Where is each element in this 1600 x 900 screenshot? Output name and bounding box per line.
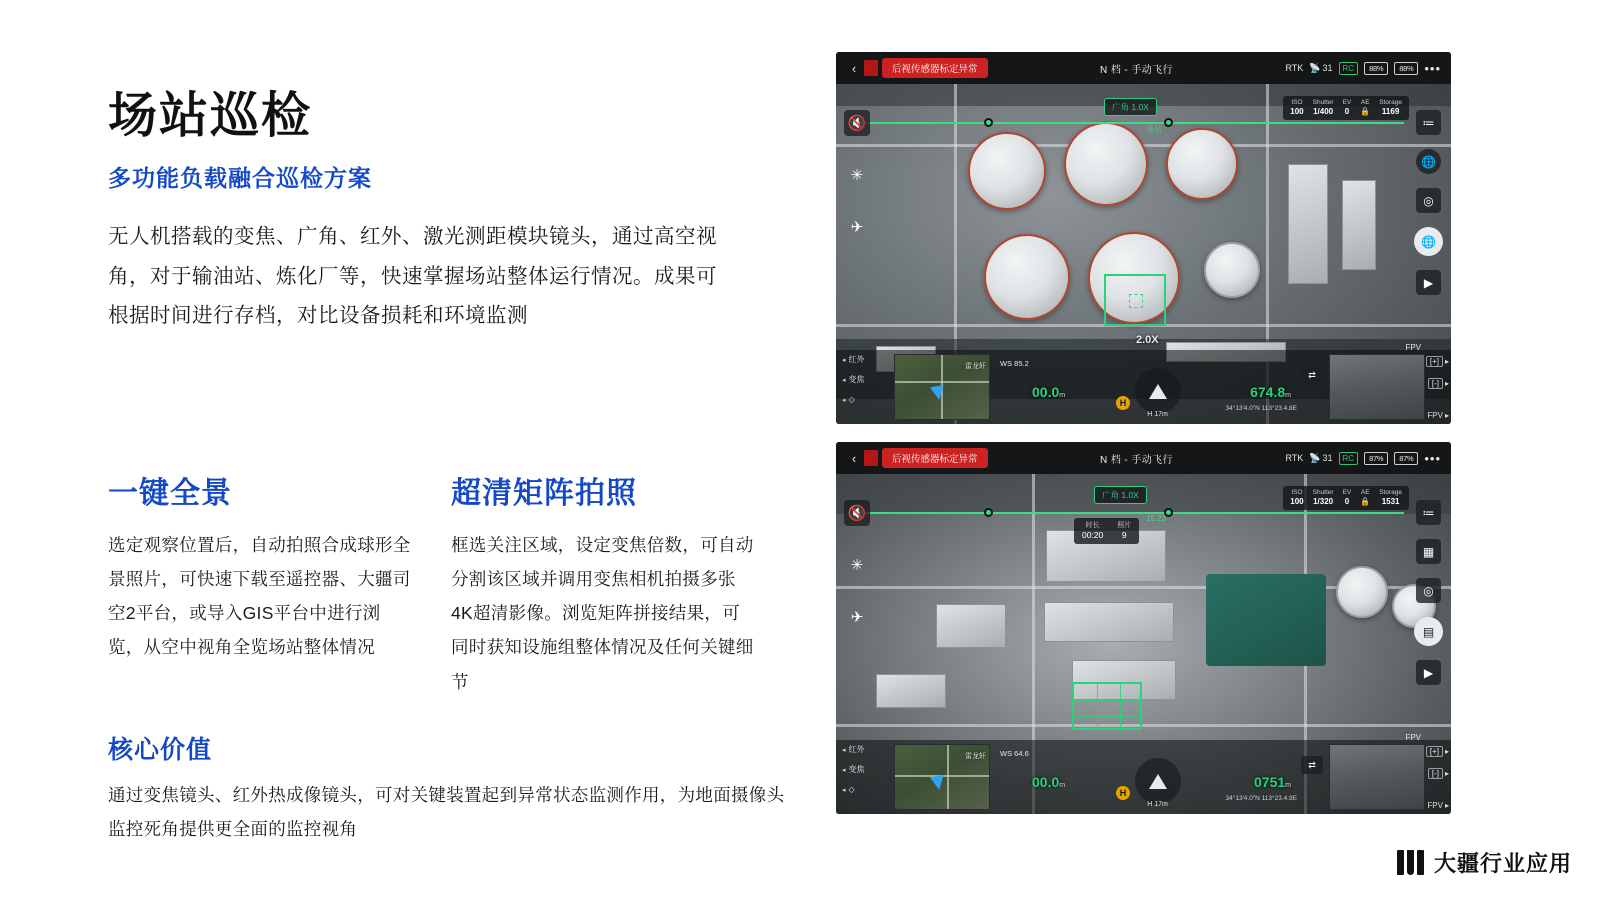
swap-view-icon[interactable]: ⇄ — [1301, 756, 1323, 774]
iso-item — [1290, 489, 1303, 507]
dji-logo-text: 大疆行业应用 — [1433, 851, 1572, 876]
fpv-toggle[interactable] — [1427, 411, 1449, 420]
no-audio-icon[interactable]: 🔇 — [844, 110, 870, 136]
home-point-icon: H — [1116, 786, 1130, 800]
satellite-status — [1309, 453, 1332, 464]
track-label: 场站 — [1146, 125, 1162, 134]
height-label: H 17m — [1147, 411, 1168, 418]
feature-panorama — [108, 468, 413, 699]
features-row — [108, 468, 768, 699]
altitude-unit: m — [1059, 392, 1066, 399]
ev-label: EV — [1342, 489, 1352, 496]
lens-zoom-row[interactable] — [842, 376, 894, 384]
lens-zoom-row[interactable] — [842, 766, 894, 774]
shutter-value: 1/400 — [1313, 107, 1334, 117]
coordinates-text: 34°13′4.0″N 113°23.4.8E — [1225, 405, 1297, 412]
lens-zoom-label: 变焦 — [848, 765, 865, 774]
intro-paragraph: 无人机搭载的变焦、广角、红外、激光测距模块镜头，通过高空视角，对于输油站、炼化厂等，快速掌握场站整体运行情况。成果可根据时间进行存档，对比设备损耗和环境监测 — [108, 225, 717, 328]
flight-mode-label: N 档 - 手动飞行 — [1100, 454, 1173, 466]
aircraft-heading-icon — [930, 775, 946, 791]
home-point-icon: H — [1116, 396, 1130, 410]
fpv-toggle-label: FPV — [1427, 411, 1443, 420]
drone-app-screen-bottom — [836, 442, 1451, 814]
satellite-count: 31 — [1322, 453, 1333, 463]
alert-banner[interactable]: 后视传感器标定异常 — [882, 58, 988, 78]
fpv-thumbnail[interactable] — [1329, 744, 1425, 810]
core-value-title: 核心价值 — [108, 736, 213, 764]
gimbal-icon[interactable]: ◎ — [1416, 188, 1441, 213]
lens-ir-label: 红外 — [848, 355, 865, 364]
rtk-label: RTK — [1285, 453, 1304, 463]
lens-wide-row[interactable] — [842, 396, 894, 404]
no-audio-icon[interactable]: 🔇 — [844, 500, 870, 526]
zoom-out-button: [-] — [1428, 768, 1443, 779]
lens-selector — [842, 356, 894, 416]
lens-ir-row[interactable] — [842, 356, 894, 364]
storage-value: 1531 — [1381, 497, 1400, 507]
settings-sliders-icon[interactable]: ≔ — [1416, 500, 1441, 525]
battery-1-badge: 88% — [1364, 62, 1388, 75]
core-value-body: 通过变焦镜头、红外热成像镜头，可对关键装置起到异常状态监测作用，为地面摄像头监控死角提供更全面的监控视角 — [108, 785, 785, 840]
shutter-item — [1313, 99, 1334, 117]
map-place-label: 雷龙轩 — [965, 753, 986, 760]
lens-ir-label: 红外 — [848, 745, 865, 754]
rc-badge: RC — [1339, 62, 1359, 75]
duration-value: 00:20 — [1082, 530, 1104, 541]
iso-label: ISO — [1291, 99, 1303, 106]
distance-value: 0751m — [1254, 774, 1291, 790]
caret-right-icon: ▸ — [1444, 801, 1449, 810]
lens-zoom-label: 变焦 — [848, 375, 865, 384]
ev-value: 0 — [1344, 497, 1350, 507]
ev-value: 0 — [1344, 107, 1350, 117]
aircraft-icon[interactable]: ✈ — [850, 219, 864, 236]
zoom-in-control[interactable] — [1426, 356, 1449, 367]
dji-logo — [1397, 847, 1572, 878]
back-icon[interactable]: ‹ — [851, 450, 857, 466]
caret-left-icon: ◂ — [842, 356, 846, 364]
fpv-label: FPV — [1405, 343, 1421, 352]
storage-label: Storage — [1379, 99, 1402, 106]
iso-value: 100 — [1290, 107, 1304, 117]
ae-label: AE — [1360, 489, 1370, 496]
attitude-indicator — [1135, 758, 1181, 804]
matrix-capture-status — [1074, 518, 1139, 544]
map-thumbnail[interactable] — [894, 744, 990, 810]
ae-label: AE — [1360, 99, 1370, 106]
top-status-bar — [836, 52, 1451, 84]
battery-2-badge: 88% — [1394, 62, 1418, 75]
wind-speed: WS 64.6 — [1000, 749, 1029, 758]
fpv-toggle[interactable] — [1427, 801, 1449, 810]
left-toolbar — [844, 110, 870, 240]
more-dots-icon[interactable]: ••• — [1424, 450, 1441, 466]
altitude-unit: m — [1059, 782, 1066, 789]
map-thumbnail[interactable] — [894, 354, 990, 420]
duration-item — [1082, 521, 1103, 541]
lens-selector — [842, 746, 894, 806]
iso-label: ISO — [1291, 489, 1303, 496]
right-toolbar — [1414, 500, 1443, 685]
status-icons-group — [1285, 61, 1441, 76]
storage-item — [1379, 99, 1402, 117]
more-dots-icon[interactable]: ••• — [1424, 60, 1441, 76]
zoom-in-button: [+] — [1426, 746, 1443, 757]
flight-mode-label: N 档 - 手动飞行 — [1100, 64, 1173, 76]
zoom-in-button: [+] — [1426, 356, 1443, 367]
photos-item — [1117, 521, 1131, 541]
shutter-label: Shutter — [1312, 489, 1334, 496]
core-value-section — [108, 730, 788, 846]
caret-left-icon: ◂ — [842, 396, 846, 404]
aircraft-heading-icon — [930, 385, 946, 401]
storage-label: Storage — [1379, 489, 1402, 496]
storage-item — [1379, 489, 1402, 507]
zoom-level-text: 2.0X — [1136, 334, 1159, 346]
wind-speed: WS 85.2 — [1000, 359, 1029, 368]
record-indicator-icon — [864, 60, 878, 76]
coordinates-text: 34°13′4.0″N 113°23.4.9E — [1225, 795, 1297, 802]
attitude-indicator — [1135, 368, 1181, 414]
swap-view-icon[interactable]: ⇄ — [1301, 366, 1323, 384]
matrix-grid-icon[interactable]: ▦ — [1416, 539, 1441, 564]
battery-1-badge: 87% — [1364, 452, 1388, 465]
map-globe-icon[interactable]: ▤ — [1414, 617, 1443, 646]
caret-right-icon: ▸ — [1444, 357, 1449, 366]
lens-ir-row[interactable] — [842, 746, 894, 754]
status-icons-group — [1285, 451, 1441, 466]
caret-left-icon: ◂ — [842, 786, 846, 794]
feature-title: 超清矩阵拍照 — [451, 477, 637, 510]
feature-title: 一键全景 — [108, 477, 232, 510]
ae-lock-icon: 🔒 — [1360, 497, 1371, 507]
ae-item — [1360, 489, 1370, 507]
fpv-thumbnail[interactable] — [1329, 354, 1425, 420]
flight-track-line — [864, 122, 1404, 124]
lens-zoom-chip[interactable]: 广角 1.0X — [1094, 486, 1147, 504]
top-status-bar — [836, 442, 1451, 474]
dji-mark-icon — [1397, 850, 1424, 875]
ev-label: EV — [1342, 99, 1352, 106]
lens-wide-icon: ◇ — [848, 785, 855, 794]
flight-track-line — [864, 512, 1404, 514]
exposure-panel[interactable] — [1283, 486, 1409, 510]
left-toolbar — [844, 500, 870, 630]
lens-wide-row[interactable] — [842, 786, 894, 794]
ae-item — [1360, 99, 1370, 117]
record-indicator-icon — [864, 450, 878, 466]
shutter-item — [1313, 489, 1334, 507]
playback-icon[interactable]: ▶ — [1416, 270, 1441, 295]
shutter-label: Shutter — [1312, 99, 1334, 106]
caret-left-icon: ◂ — [842, 376, 846, 384]
map-place-label: 雷龙轩 — [965, 363, 986, 370]
battery-2-badge: 87% — [1394, 452, 1418, 465]
zoom-out-control[interactable] — [1428, 768, 1449, 779]
back-icon[interactable]: ‹ — [851, 60, 857, 76]
drone-app-screen-top — [836, 52, 1451, 424]
drone-screenshots — [836, 52, 1451, 832]
focus-box[interactable] — [1104, 274, 1166, 326]
bottom-hud — [836, 733, 1451, 814]
matrix-capture-box[interactable] — [1072, 682, 1142, 730]
exposure-star-icon[interactable]: ✳ — [850, 167, 864, 184]
satellite-icon: 📡 — [1309, 452, 1321, 463]
caret-right-icon: ▸ — [1444, 769, 1449, 778]
fpv-toggle-label: FPV — [1427, 801, 1443, 810]
altitude-value: 00.0m — [1032, 774, 1066, 790]
feature-matrix-photo — [451, 468, 756, 699]
aircraft-icon[interactable]: ✈ — [850, 609, 864, 626]
duration-label: 时长 — [1085, 522, 1100, 529]
ev-item — [1343, 489, 1352, 507]
page-subtitle: 多功能负载融合巡检方案 — [108, 165, 372, 192]
distance-value: 674.8m — [1250, 384, 1291, 400]
zoom-in-control[interactable] — [1426, 746, 1449, 757]
lens-wide-icon: ◇ — [848, 395, 855, 404]
right-toolbar — [1414, 110, 1443, 295]
satellite-count: 31 — [1322, 63, 1333, 73]
globe-icon[interactable]: 🌐 — [1416, 149, 1441, 174]
satellite-icon: 📡 — [1309, 62, 1321, 73]
photos-label: 照片 — [1117, 522, 1132, 529]
caret-right-icon: ▸ — [1444, 747, 1449, 756]
storage-value: 1169 — [1381, 107, 1400, 117]
satellite-status — [1309, 63, 1332, 74]
zoom-out-button: [-] — [1428, 378, 1443, 389]
distance-unit: m — [1285, 782, 1291, 789]
altitude-value: 00.0m — [1032, 384, 1066, 400]
settings-sliders-icon[interactable]: ≔ — [1416, 110, 1441, 135]
playback-icon[interactable]: ▶ — [1416, 660, 1441, 685]
left-text-column — [108, 88, 768, 335]
rtk-label: RTK — [1285, 63, 1304, 73]
feature-body: 框选关注区域，设定变焦倍数，可自动分割该区域并调用变焦相机拍摄多张4K超清影像。浏览矩阵拼接结果，可同时获知设施组整体情况及任何关键细节 — [451, 535, 754, 692]
map-globe-icon[interactable]: 🌐 — [1414, 227, 1443, 256]
exposure-panel[interactable] — [1283, 96, 1409, 120]
telemetry-group — [996, 744, 1319, 808]
shutter-value: 1/320 — [1313, 497, 1334, 507]
distance-unit: m — [1285, 392, 1291, 399]
bottom-hud — [836, 343, 1451, 424]
rc-badge: RC — [1339, 452, 1359, 465]
track-label: 15.23 — [1146, 514, 1167, 523]
caret-left-icon: ◂ — [842, 746, 846, 754]
caret-left-icon: ◂ — [842, 766, 846, 774]
iso-item — [1290, 99, 1303, 117]
gimbal-icon[interactable]: ◎ — [1416, 578, 1441, 603]
page-title: 场站巡检 — [108, 89, 313, 143]
height-label: H 17m — [1147, 801, 1168, 808]
feature-body: 选定观察位置后，自动拍照合成球形全景照片，可快速下载至遥控器、大疆司空2平台，或导入GIS平台中进行浏览，从空中视角全览场站整体情况 — [108, 535, 411, 658]
caret-right-icon: ▸ — [1444, 379, 1449, 388]
fpv-label: FPV — [1405, 733, 1421, 742]
caret-right-icon: ▸ — [1444, 411, 1449, 420]
zoom-out-control[interactable] — [1428, 378, 1449, 389]
alert-banner[interactable]: 后视传感器标定异常 — [882, 448, 988, 468]
ae-lock-icon: 🔒 — [1360, 107, 1371, 117]
telemetry-group — [996, 354, 1319, 418]
exposure-star-icon[interactable]: ✳ — [850, 557, 864, 574]
photos-value: 9 — [1121, 530, 1127, 541]
iso-value: 100 — [1290, 497, 1304, 507]
ev-item — [1343, 99, 1352, 117]
lens-zoom-chip[interactable]: 广角 1.0X — [1104, 98, 1157, 116]
